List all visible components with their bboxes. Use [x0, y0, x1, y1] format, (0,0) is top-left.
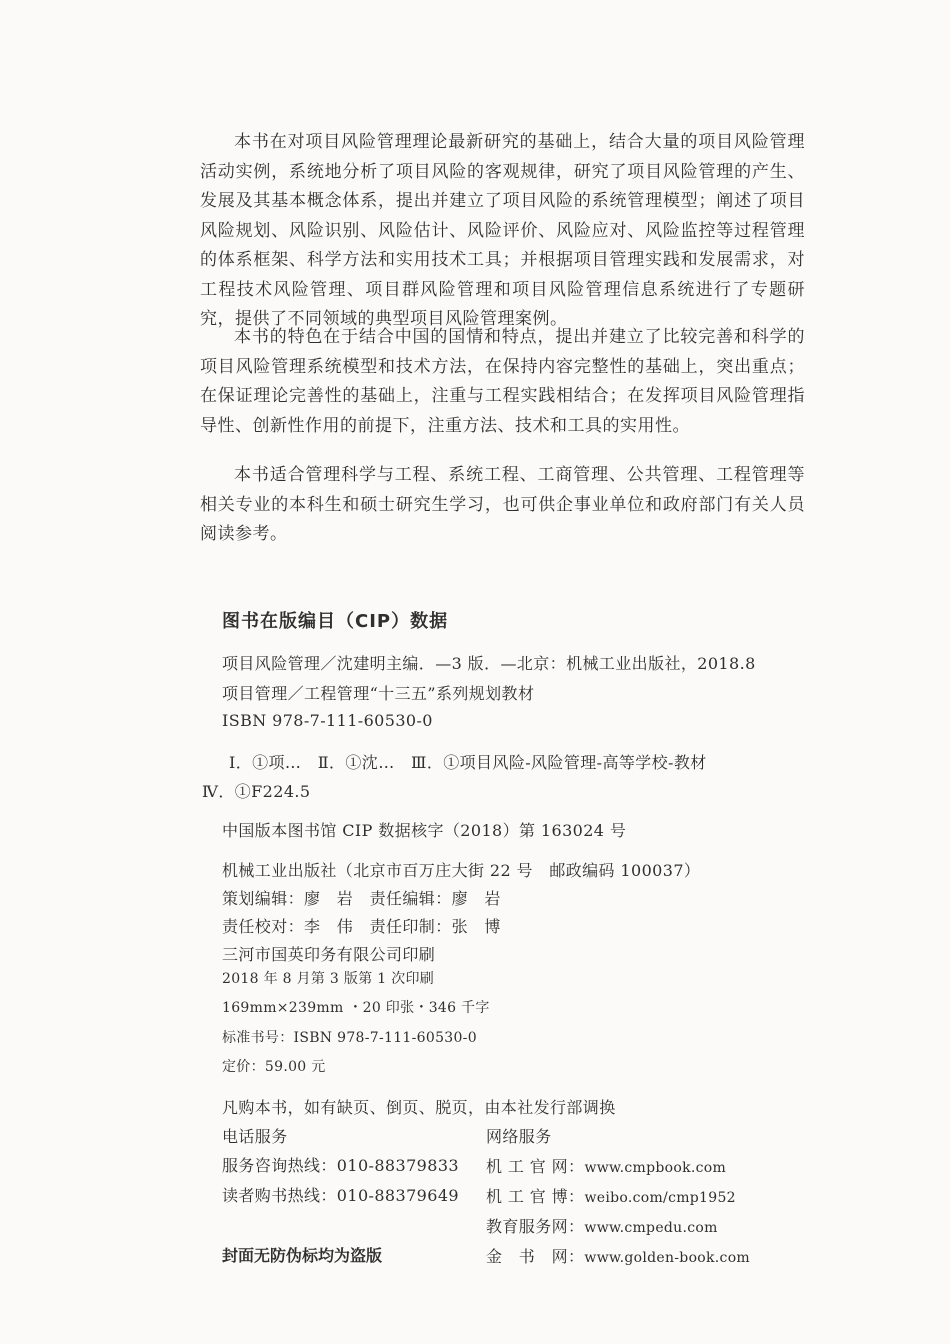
net-label: 教育服务网： [486, 1217, 585, 1236]
publisher-printer: 三河市国英印务有限公司印刷 [222, 945, 436, 964]
cip-line-series: 项目管理／工程管理“十三五”系列规划教材 [222, 684, 535, 703]
cip-line-class: Ⅳ．①F224.5 [202, 782, 311, 801]
hotline-consult: 服务咨询热线：010-88379833 [222, 1156, 459, 1175]
cip-title: 图书在版编目（CIP）数据 [222, 611, 449, 632]
net-value: www.cmpbook.com [584, 1160, 727, 1176]
net-row-weibo [486, 1184, 736, 1207]
publisher-price: 定价：59.00 元 [222, 1059, 326, 1075]
net-value: weibo.com/cmp1952 [584, 1190, 736, 1206]
publisher-isbn: 标准书号：ISBN 978-7-111-60530-0 [222, 1030, 477, 1046]
anti-counterfeit-notice: 封面无防伪标均为盗版 [222, 1246, 383, 1265]
intro-paragraph-1: 本书在对项目风险管理理论最新研究的基础上，结合大量的项目风险管理活动实例，系统地分析了项目风险的客观规律，研究了项目风险管理的产生、发展及其基本概念体系，提出并建立了项目风险的系统管理模型；阐述了项目风险规划、风险识别、风险估计、风险评价、风险应对、风险监控等过程管理的体系框架、科学方法和实用技术工具；并根据项目管理实践和发展需求，对工程技术风险管理、项目群风险管理和项目风险管理信息系统进行了专题研究，提供了不同领域的典型项目风险管理案例。 [200, 132, 805, 329]
intro-paragraph-3: 本书适合管理科学与工程、系统工程、工商管理、公共管理、工程管理等相关专业的本科生和硕士研究生学习，也可供企事业单位和政府部门有关人员阅读参考。 [200, 465, 805, 544]
publisher-editors: 策划编辑：廖 岩 责任编辑：廖 岩 [222, 889, 501, 908]
net-service-heading: 网络服务 [486, 1127, 552, 1146]
net-label: 机 工 官 网： [486, 1157, 585, 1176]
publisher-format: 169mm×239mm ・20 印张・346 千字 [222, 1000, 490, 1016]
cip-line-record: 中国版本图书馆 CIP 数据核字（2018）第 163024 号 [222, 821, 627, 840]
net-value: www.cmpedu.com [584, 1220, 718, 1236]
publisher-edition: 2018 年 8 月第 3 版第 1 次印刷 [222, 971, 435, 987]
exchange-notice: 凡购本书，如有缺页、倒页、脱页，由本社发行部调换 [222, 1098, 616, 1117]
phone-service-heading: 电话服务 [222, 1127, 288, 1146]
net-row-edu [486, 1214, 718, 1237]
publisher-proof: 责任校对：李 伟 责任印制：张 博 [222, 917, 501, 936]
net-row-golden [486, 1244, 750, 1267]
cip-line-isbn: ISBN 978-7-111-60530-0 [222, 711, 433, 730]
net-label: 机 工 官 博： [486, 1187, 585, 1206]
cip-line-title: 项目风险管理／沈建明主编．—3 版．—北京：机械工业出版社，2018.8 [222, 654, 756, 673]
hotline-purchase: 读者购书热线：010-88379649 [222, 1186, 459, 1205]
cip-line-subjects: Ⅰ．①项… Ⅱ．①沈… Ⅲ．①项目风险-风险管理-高等学校-教材 [229, 753, 707, 772]
net-row-website [486, 1154, 726, 1177]
net-value: www.golden-book.com [584, 1250, 751, 1266]
net-label: 金 书 网： [486, 1247, 585, 1266]
intro-paragraph-2: 本书的特色在于结合中国的国情和特点，提出并建立了比较完善和科学的项目风险管理系统模型和技术方法，在保持内容完整性的基础上，突出重点；在保证理论完善性的基础上，注重与工程实践相结合；在发挥项目风险管理指导性、创新性作用的前提下，注重方法、技术和工具的实用性。 [200, 327, 805, 436]
publisher-address: 机械工业出版社（北京市百万庄大街 22 号 邮政编码 100037） [222, 861, 701, 880]
